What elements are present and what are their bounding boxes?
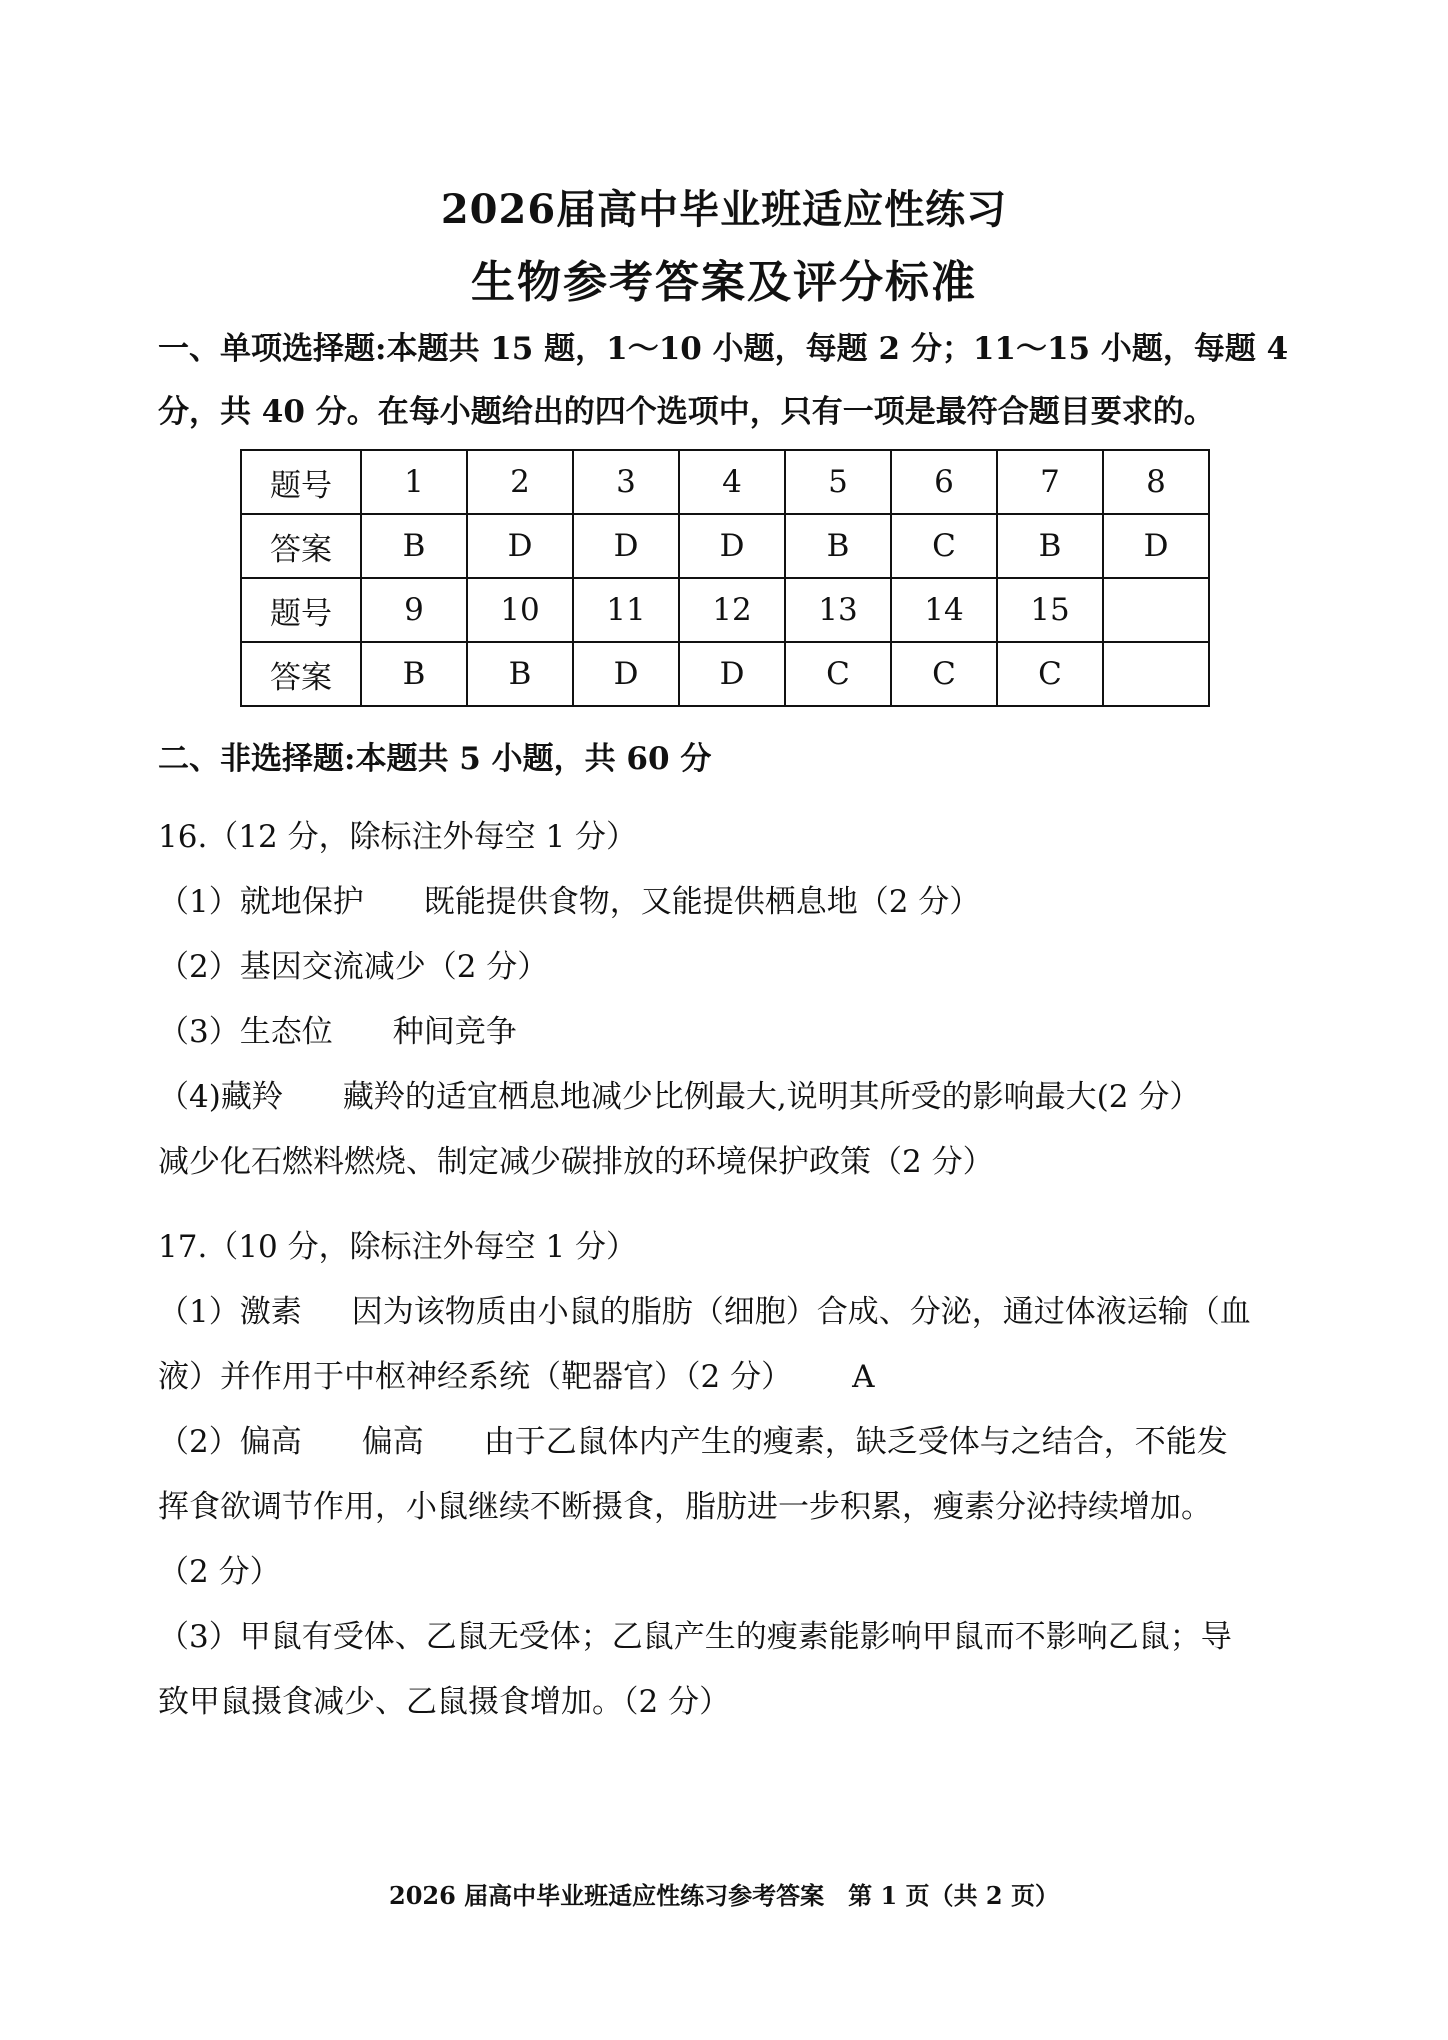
q16-part4 [158,1075,1298,1119]
answer-table-cell: 3 [573,450,679,514]
answer-table-cell: 5 [785,450,891,514]
q16-part1-answer-a: （1）就地保护 [158,884,364,920]
answer-table-cell: D [573,642,679,706]
q17-part1-cont [158,1355,1298,1399]
answer-table-cell: 10 [467,578,573,642]
answer-table-cell: 12 [679,578,785,642]
answer-table-cell: B [467,642,573,706]
answer-table-cell: C [891,642,997,706]
q16-header: 16.（12 分，除标注外每空 1 分） [158,819,638,855]
q17-part3-line1: （3）甲鼠有受体、乙鼠无受体；乙鼠产生的瘦素能影响甲鼠而不影响乙鼠；导 [158,1619,1232,1655]
answer-table-cell: B [361,642,467,706]
q16-part3 [158,1010,1298,1054]
answer-table-cell: 9 [361,578,467,642]
q16-part4-answer-c: 减少化石燃料燃烧、制定减少碳排放的环境保护政策（2 分） [158,1144,994,1180]
answer-table-cell: 11 [573,578,679,642]
q16-part4-answer-b: 藏羚的适宜栖息地减少比例最大,说明其所受的影响最大(2 分） [342,1079,1201,1115]
q17-part1-answer-a: （1）激素 [158,1294,302,1330]
answer-table-cell: 13 [785,578,891,642]
answer-table-cell: B [997,514,1103,578]
page-footer: 2026 届高中毕业班适应性练习参考答案 第 1 页（共 2 页） [389,1881,1059,1910]
document-subtitle: 生物参考答案及评分标准 [471,257,977,308]
answer-table-row [241,578,1209,642]
q16-part3-answer-a: （3）生态位 [158,1014,333,1050]
q17-part2-answer-c: 由于乙鼠体内产生的瘦素，缺乏受体与之结合，不能发 [483,1424,1228,1460]
answer-table-cell [1103,642,1209,706]
q16-part2: （2）基因交流减少（2 分） [158,949,549,985]
q17-part2-answer-a: （2）偏高 [158,1424,302,1460]
exam-title: 2026届高中毕业班适应性练习 [440,186,1008,233]
answer-table-cell: 7 [997,450,1103,514]
section1-heading-line1: 一、单项选择题:本题共 15 题，1～10 小题，每题 2 分；11～15 小题，每题 4 [158,331,1289,367]
answer-table [240,449,1210,707]
answer-table-row [241,642,1209,706]
q17-part1-answer-b: 因为该物质由小鼠的脂肪（细胞）合成、分泌，通过体液运输（血 [351,1294,1251,1330]
answer-table-cell: C [785,642,891,706]
answer-table-cell: B [361,514,467,578]
answer-table-cell: D [467,514,573,578]
answer-table-cell: 15 [997,578,1103,642]
answer-table-cell: B [785,514,891,578]
q17-part1 [158,1290,1298,1334]
answer-table-row-label: 题号 [241,450,361,514]
answer-table-cell: 1 [361,450,467,514]
answer-table-row [241,514,1209,578]
q17-part1-answer-c: 液）并作用于中枢神经系统（靶器官）（2 分） [158,1359,793,1395]
q16-part1 [158,880,1298,924]
answer-table-cell: D [573,514,679,578]
section1-heading-line2: 分，共 40 分。在每小题给出的四个选项中，只有一项是最符合题目要求的。 [158,394,1215,430]
answer-table-cell [1103,578,1209,642]
answer-table-cell: 2 [467,450,573,514]
q17-part2 [158,1420,1298,1464]
q17-part2-answer-e: （2 分） [158,1554,281,1590]
answer-table-cell: C [997,642,1103,706]
answer-table-cell: 14 [891,578,997,642]
section2-heading: 二、非选择题:本题共 5 小题，共 60 分 [158,741,712,777]
q17-part2-answer-d: 挥食欲调节作用，小鼠继续不断摄食，脂肪进一步积累，瘦素分泌持续增加。 [158,1489,1212,1525]
q17-part3-line2: 致甲鼠摄食减少、乙鼠摄食增加。（2 分） [158,1684,731,1720]
answer-table-cell: D [679,642,785,706]
answer-table-cell: D [679,514,785,578]
q16-part1-answer-b: 既能提供食物，又能提供栖息地（2 分） [423,884,981,920]
q16-part4-answer-a: （4)藏羚 [158,1079,283,1115]
q17-part2-answer-b: 偏高 [361,1424,424,1460]
answer-table-cell: 4 [679,450,785,514]
q16-part3-answer-b: 种间竞争 [392,1014,517,1050]
q17-part1-answer-d: A [852,1359,875,1395]
answer-table-row-label: 答案 [241,514,361,578]
answer-table-row-label: 答案 [241,642,361,706]
q17-header: 17.（10 分，除标注外每空 1 分） [158,1229,638,1265]
answer-table-cell: C [891,514,997,578]
answer-table-row-label: 题号 [241,578,361,642]
answer-table-cell: 6 [891,450,997,514]
answer-table-cell: 8 [1103,450,1209,514]
answer-table-row [241,450,1209,514]
answer-table-cell: D [1103,514,1209,578]
